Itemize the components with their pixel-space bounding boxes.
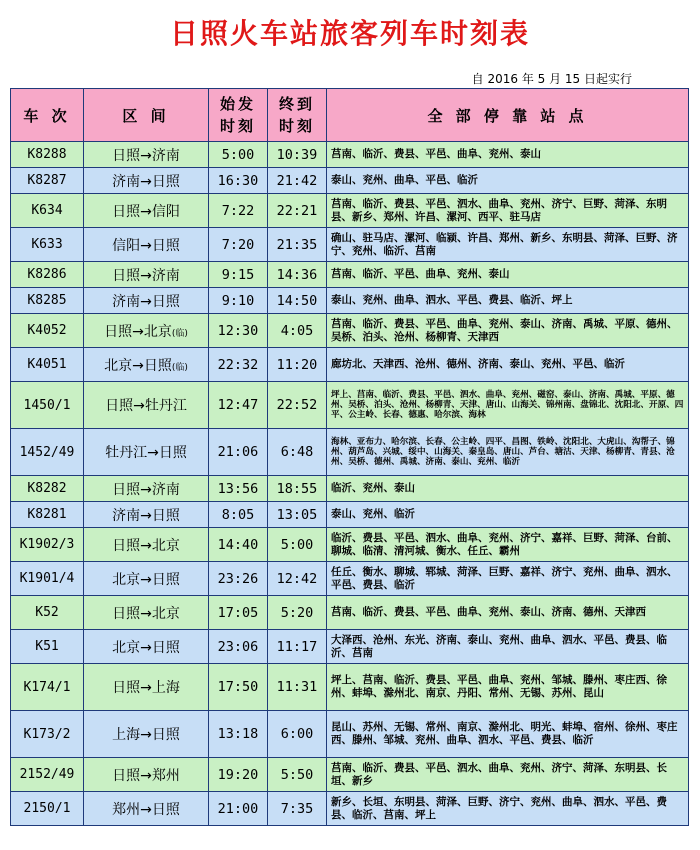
arrive-time: 13:05 bbox=[268, 502, 327, 528]
route-text: 信阳→日照 bbox=[112, 237, 180, 254]
header-arrive-line2: 时刻 bbox=[278, 117, 315, 135]
route bbox=[84, 792, 209, 826]
stops: 莒南、临沂、费县、平邑、泗水、曲阜、兖州、济宁、巨野、菏泽、东明县、新乡、郑州、许昌、漯河、西平、驻马店 bbox=[327, 194, 689, 228]
depart-time: 14:40 bbox=[209, 528, 268, 562]
arrive-time: 14:50 bbox=[268, 288, 327, 314]
stops: 大泽西、沧州、东光、济南、泰山、兖州、曲阜、泗水、平邑、费县、临沂、莒南 bbox=[327, 630, 689, 664]
train-number: K4051 bbox=[11, 348, 84, 382]
depart-time: 21:00 bbox=[209, 792, 268, 826]
stops: 莒南、临沂、费县、平邑、曲阜、兖州、泰山、济南、德州、天津西 bbox=[327, 596, 689, 630]
depart-time: 19:20 bbox=[209, 758, 268, 792]
depart-time: 7:20 bbox=[209, 228, 268, 262]
timetable bbox=[10, 88, 689, 826]
route-text: 日照→济南 bbox=[112, 481, 180, 498]
header-route: 区 间 bbox=[84, 89, 209, 142]
table-row bbox=[11, 664, 689, 711]
route bbox=[84, 288, 209, 314]
header-depart bbox=[209, 89, 268, 142]
stops: 海林、亚布力、哈尔滨、长春、公主岭、四平、昌图、铁岭、沈阳北、大虎山、沟帮子、锦州、葫芦岛、兴城、绥中、山海关、秦皇岛、唐山、芦台、塘沽、天津、杨柳青、青县、沧州、吴桥、德州、禹城、济南、泰山、兖州、临沂 bbox=[327, 429, 689, 476]
depart-time: 13:56 bbox=[209, 476, 268, 502]
depart-time: 21:06 bbox=[209, 429, 268, 476]
arrive-time: 22:52 bbox=[268, 382, 327, 429]
train-number: K51 bbox=[11, 630, 84, 664]
route-text: 日照→北京 bbox=[112, 537, 180, 554]
arrive-time: 10:39 bbox=[268, 142, 327, 168]
depart-time: 9:10 bbox=[209, 288, 268, 314]
stops: 泰山、兖州、曲阜、泗水、平邑、费县、临沂、坪上 bbox=[327, 288, 689, 314]
route bbox=[84, 562, 209, 596]
table-row bbox=[11, 758, 689, 792]
train-number: K8282 bbox=[11, 476, 84, 502]
stops: 任丘、衡水、聊城、郓城、菏泽、巨野、嘉祥、济宁、兖州、曲阜、泗水、平邑、费县、临沂 bbox=[327, 562, 689, 596]
route-text: 日照→济南 bbox=[112, 147, 180, 164]
train-number: 1452/49 bbox=[11, 429, 84, 476]
route-text: 日照→上海 bbox=[112, 680, 180, 696]
arrive-time: 18:55 bbox=[268, 476, 327, 502]
route bbox=[84, 711, 209, 758]
route bbox=[84, 758, 209, 792]
arrive-time: 21:35 bbox=[268, 228, 327, 262]
stops: 莒南、临沂、费县、平邑、曲阜、兖州、泰山 bbox=[327, 142, 689, 168]
route-tag: (临) bbox=[171, 328, 188, 339]
table-row bbox=[11, 502, 689, 528]
route bbox=[84, 262, 209, 288]
depart-time: 12:47 bbox=[209, 382, 268, 429]
route-text: 日照→信阳 bbox=[112, 203, 180, 220]
table-row bbox=[11, 711, 689, 758]
route-tag: (临) bbox=[171, 362, 188, 373]
table-row bbox=[11, 194, 689, 228]
stops: 莒南、临沂、平邑、曲阜、兖州、泰山 bbox=[327, 262, 689, 288]
table-row bbox=[11, 142, 689, 168]
route bbox=[84, 429, 209, 476]
stops: 泰山、兖州、临沂 bbox=[327, 502, 689, 528]
train-number: 1450/1 bbox=[11, 382, 84, 429]
route bbox=[84, 528, 209, 562]
arrive-time: 5:50 bbox=[268, 758, 327, 792]
table-row bbox=[11, 476, 689, 502]
table-row bbox=[11, 596, 689, 630]
route bbox=[84, 348, 209, 382]
stops: 临沂、兖州、泰山 bbox=[327, 476, 689, 502]
stops: 莒南、临沂、费县、平邑、曲阜、兖州、泰山、济南、禹城、平原、德州、吴桥、泊头、沧州、杨柳青、天津西 bbox=[327, 314, 689, 348]
train-number: K1901/4 bbox=[11, 562, 84, 596]
depart-time: 22:32 bbox=[209, 348, 268, 382]
header-arrive-line1: 终到 bbox=[278, 95, 315, 113]
route-text: 郑州→日照 bbox=[112, 801, 180, 818]
depart-time: 23:26 bbox=[209, 562, 268, 596]
route bbox=[84, 382, 209, 429]
route-text: 北京→日照 bbox=[112, 639, 180, 656]
route bbox=[84, 228, 209, 262]
train-number: K174/1 bbox=[11, 664, 84, 711]
depart-time: 8:05 bbox=[209, 502, 268, 528]
depart-time: 7:22 bbox=[209, 194, 268, 228]
depart-time: 9:15 bbox=[209, 262, 268, 288]
stops: 坪上、莒南、临沂、费县、平邑、泗水、曲阜、兖州、磁窑、泰山、济南、禹城、平原、德州、吴桥、泊头、沧州、杨柳青、天津、唐山、山海关、锦州南、盘锦北、沈阳北、开原、四平、公主岭、长春、德惠、哈尔滨、海林 bbox=[327, 382, 689, 429]
table-row bbox=[11, 168, 689, 194]
table-row bbox=[11, 382, 689, 429]
route-text: 日照→北京 bbox=[112, 605, 180, 622]
train-number: K634 bbox=[11, 194, 84, 228]
arrive-time: 11:31 bbox=[268, 664, 327, 711]
table-row bbox=[11, 630, 689, 664]
route-text: 日照→北京 bbox=[104, 323, 172, 340]
stops: 确山、驻马店、漯河、临颍、许昌、郑州、新乡、东明县、菏泽、巨野、济宁、兖州、临沂、莒南 bbox=[327, 228, 689, 262]
route-text: 济南→日照 bbox=[112, 507, 180, 524]
route bbox=[84, 596, 209, 630]
header-row bbox=[11, 89, 689, 142]
arrive-time: 22:21 bbox=[268, 194, 327, 228]
train-number: K633 bbox=[11, 228, 84, 262]
train-number: 2152/49 bbox=[11, 758, 84, 792]
train-number: 2150/1 bbox=[11, 792, 84, 826]
route bbox=[84, 194, 209, 228]
train-number: K52 bbox=[11, 596, 84, 630]
table-row bbox=[11, 429, 689, 476]
route bbox=[84, 142, 209, 168]
arrive-time: 5:00 bbox=[268, 528, 327, 562]
route bbox=[84, 664, 209, 711]
header-arrive bbox=[268, 89, 327, 142]
depart-time: 13:18 bbox=[209, 711, 268, 758]
route bbox=[84, 476, 209, 502]
stops: 临沂、费县、平邑、泗水、曲阜、兖州、济宁、嘉祥、巨野、菏泽、台前、聊城、临清、清河城、衡水、任丘、霸州 bbox=[327, 528, 689, 562]
route-text: 济南→日照 bbox=[112, 293, 180, 310]
effective-date: 自 2016 年 5 月 15 日起实行 bbox=[471, 72, 632, 86]
train-number: K1902/3 bbox=[11, 528, 84, 562]
arrive-time: 7:35 bbox=[268, 792, 327, 826]
table-row bbox=[11, 528, 689, 562]
train-number: K173/2 bbox=[11, 711, 84, 758]
stops: 泰山、兖州、曲阜、平邑、临沂 bbox=[327, 168, 689, 194]
route bbox=[84, 502, 209, 528]
stops: 坪上、莒南、临沂、费县、平邑、曲阜、兖州、邹城、滕州、枣庄西、徐州、蚌埠、滁州北、南京、丹阳、常州、无锡、苏州、昆山 bbox=[327, 664, 689, 711]
route-text: 上海→日照 bbox=[112, 727, 180, 743]
route-text: 日照→牡丹江 bbox=[105, 398, 187, 414]
arrive-time: 14:36 bbox=[268, 262, 327, 288]
table-row bbox=[11, 228, 689, 262]
depart-time: 17:50 bbox=[209, 664, 268, 711]
arrive-time: 6:48 bbox=[268, 429, 327, 476]
table-row bbox=[11, 314, 689, 348]
depart-time: 16:30 bbox=[209, 168, 268, 194]
stops: 廊坊北、天津西、沧州、德州、济南、泰山、兖州、平邑、临沂 bbox=[327, 348, 689, 382]
table-row bbox=[11, 262, 689, 288]
train-number: K8286 bbox=[11, 262, 84, 288]
train-number: K8285 bbox=[11, 288, 84, 314]
arrive-time: 5:20 bbox=[268, 596, 327, 630]
header-depart-line1: 始发 bbox=[219, 95, 256, 113]
stops: 莒南、临沂、费县、平邑、泗水、曲阜、兖州、济宁、菏泽、东明县、长垣、新乡 bbox=[327, 758, 689, 792]
table-row bbox=[11, 792, 689, 826]
table-row bbox=[11, 348, 689, 382]
train-number: K8288 bbox=[11, 142, 84, 168]
route-text: 日照→济南 bbox=[112, 267, 180, 284]
arrive-time: 6:00 bbox=[268, 711, 327, 758]
depart-time: 17:05 bbox=[209, 596, 268, 630]
header-stops: 全 部 停 靠 站 点 bbox=[327, 89, 689, 142]
arrive-time: 12:42 bbox=[268, 562, 327, 596]
route bbox=[84, 314, 209, 348]
route bbox=[84, 630, 209, 664]
table-row bbox=[11, 562, 689, 596]
arrive-time: 21:42 bbox=[268, 168, 327, 194]
stops: 新乡、长垣、东明县、菏泽、巨野、济宁、兖州、曲阜、泗水、平邑、费县、临沂、莒南、坪上 bbox=[327, 792, 689, 826]
route-text: 牡丹江→日照 bbox=[105, 445, 187, 461]
route-text: 济南→日照 bbox=[112, 173, 180, 190]
stops: 昆山、苏州、无锡、常州、南京、滁州北、明光、蚌埠、宿州、徐州、枣庄西、滕州、邹城、兖州、曲阜、泗水、平邑、费县、临沂 bbox=[327, 711, 689, 758]
route bbox=[84, 168, 209, 194]
route-text: 北京→日照 bbox=[112, 571, 180, 588]
page-title: 日照火车站旅客列车时刻表 bbox=[169, 17, 530, 50]
header-depart-line2: 时刻 bbox=[219, 117, 256, 135]
route-text: 日照→郑州 bbox=[112, 767, 180, 784]
train-number: K8287 bbox=[11, 168, 84, 194]
train-number: K8281 bbox=[11, 502, 84, 528]
depart-time: 23:06 bbox=[209, 630, 268, 664]
depart-time: 12:30 bbox=[209, 314, 268, 348]
arrive-time: 11:20 bbox=[268, 348, 327, 382]
depart-time: 5:00 bbox=[209, 142, 268, 168]
route-text: 北京→日照 bbox=[104, 357, 172, 374]
table-row bbox=[11, 288, 689, 314]
train-number: K4052 bbox=[11, 314, 84, 348]
header-train: 车 次 bbox=[11, 89, 84, 142]
arrive-time: 4:05 bbox=[268, 314, 327, 348]
arrive-time: 11:17 bbox=[268, 630, 327, 664]
